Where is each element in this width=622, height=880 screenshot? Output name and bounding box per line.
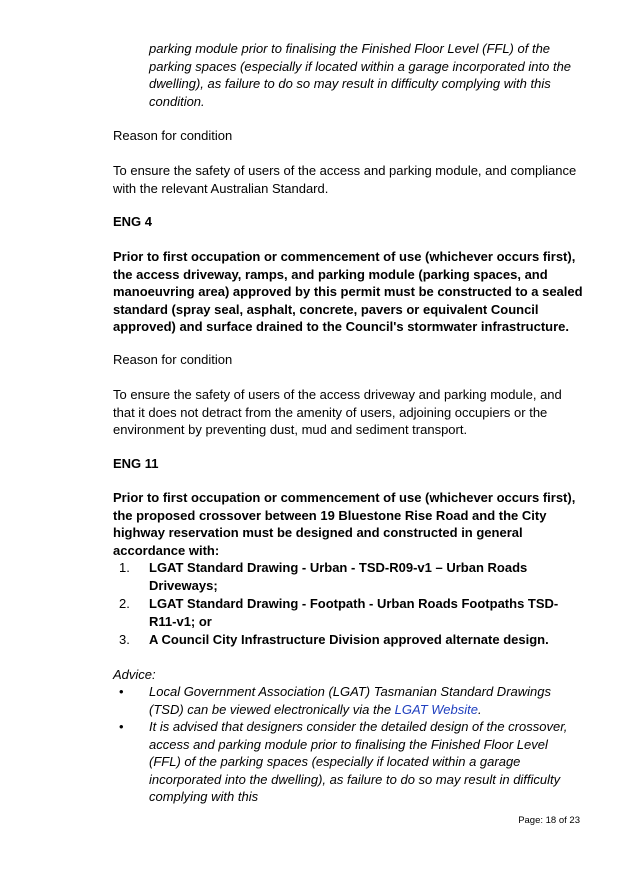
list-item-number: 3. [119,632,130,647]
list-item-text: A Council City Infrastructure Division approved alternate design. [149,632,549,647]
advice-1-prefix: Local Government Association (LGAT) Tasmanian Standard Drawings (TSD) can be viewed electronically via the [149,684,551,717]
eng4-heading: ENG 4 [113,214,153,229]
list-item-number: 1. [119,560,130,575]
list-item [113,595,583,630]
lgat-website-link[interactable]: LGAT Website [394,701,478,717]
advice-item [113,683,583,718]
page-number: Page: 18 of 23 [518,815,580,826]
eng4-reason-text: To ensure the safety of users of the access driveway and parking module, and that it does not detract from the amenity of users, adjoining occupiers or the environment by preventing dust, mud and sediment transport. [113,387,562,437]
advice-1-suffix: . [478,701,482,717]
reason-label-1: Reason for condition [113,128,233,143]
advice-item [113,718,583,806]
eng4-reason-label: Reason for condition [113,352,233,367]
eng11-requirements-list [113,559,583,650]
list-item-text: LGAT Standard Drawing - Urban - TSD-R09-v1 – Urban Roads Driveways; [149,560,528,593]
list-item [113,631,583,649]
bullet-icon: • [119,719,124,734]
eng11-heading: ENG 11 [113,456,159,471]
list-item-text: LGAT Standard Drawing - Footpath - Urban Roads Footpaths TSD-R11-v1; or [149,596,559,629]
list-item-number: 2. [119,596,130,611]
list-item [113,559,583,594]
eng11-condition: Prior to first occupation or commencement of use (whichever occurs first), the proposed crossover between 19 Bluestone Rise Road and the City highway reservation must be designed and constructed in general accordance with: [113,490,576,558]
advice-label: Advice: [113,667,156,682]
reason-text-1: To ensure the safety of users of the access and parking module, and compliance with the relevant Australian Standard. [113,163,577,196]
intro-continuation: parking module prior to finalising the Finished Floor Level (FFL) of the parking spaces (especially if located within a garage incorporated into the dwelling), as failure to do so may result in difficulty complying with this condition. [149,41,572,109]
eng4-condition: Prior to first occupation or commencement of use (whichever occurs first), the access driveway, ramps, and parking module (parking spaces, and manoeuvring area) approved by this permit must be constructed to a sealed standard (spray seal, asphalt, concrete, pavers or equivalent Council approved) and surface drained to the Council's stormwater infrastructure. [113,249,583,334]
bullet-icon: • [119,684,124,699]
advice-bullets [113,683,583,806]
advice-2-text: It is advised that designers consider the detailed design of the crossover, access and parking module prior to finalising the Finished Floor Level (FFL) of the parking spaces (especially if located within a garage incorporated into the dwelling), as failure to do so may result in difficulty complying with this [149,719,568,804]
